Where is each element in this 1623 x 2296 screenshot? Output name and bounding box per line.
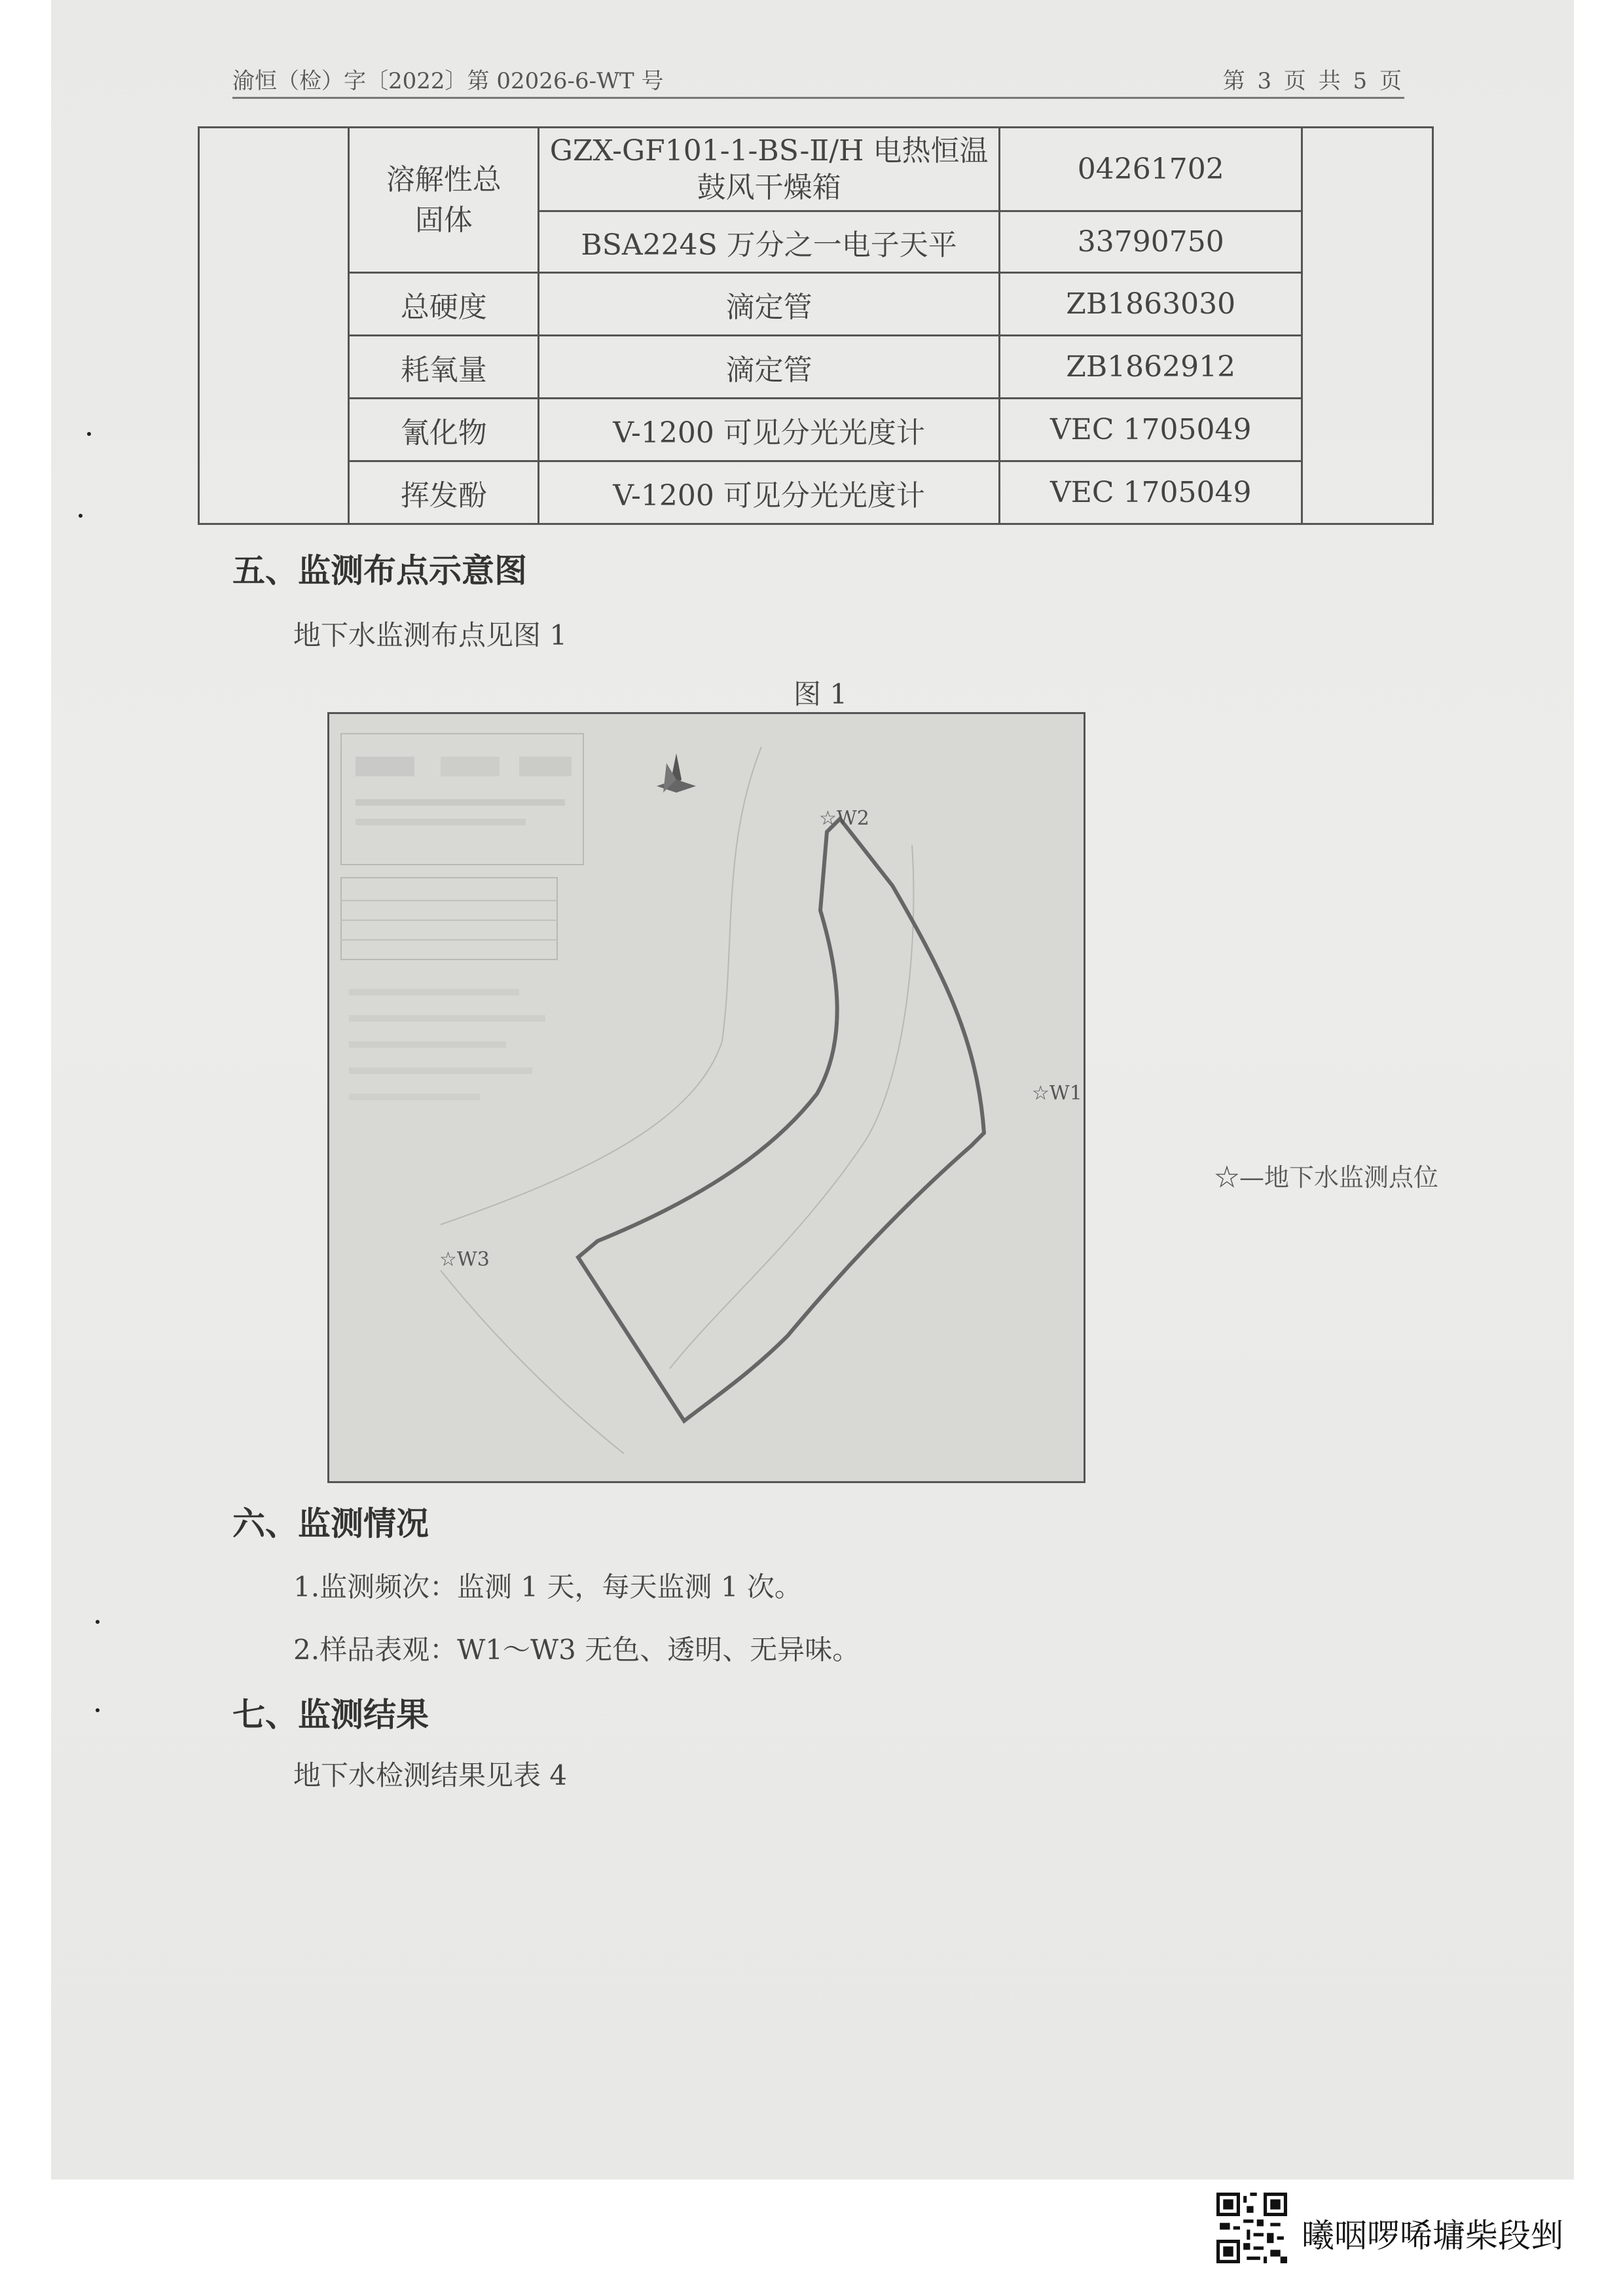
scan-speck	[79, 514, 82, 518]
item-cell: 耗氧量	[349, 336, 539, 399]
serial-cell: ZB1862912	[999, 336, 1302, 399]
item-cell: 氰化物	[349, 399, 539, 461]
item-name: 溶解性总固体	[386, 162, 501, 237]
instrument-cell: V-1200 可见分光光度计	[539, 399, 1000, 461]
item-cell	[349, 128, 539, 273]
monitoring-frequency: 1.监测频次：监测 1 天，每天监测 1 次。	[293, 1571, 802, 1603]
site-map-drawing	[329, 714, 1084, 1481]
map-legend: ☆—地下水监测点位	[1214, 1163, 1439, 1192]
footer-text: 曦咽啰唏墉柴段剉	[1302, 2217, 1563, 2255]
equipment-table	[198, 126, 1434, 525]
instrument-cell: GZX-GF101-1-BS-Ⅱ/H 电热恒温鼓风干燥箱	[539, 128, 1000, 211]
table-row	[199, 273, 1433, 336]
section7-title: 七、监测结果	[232, 1695, 429, 1734]
point-label-w3: ☆W3	[439, 1248, 490, 1271]
point-label-w2: ☆W2	[819, 807, 869, 830]
scan-speck	[96, 1708, 100, 1712]
item-cell: 挥发酚	[349, 461, 539, 524]
page-header	[232, 59, 1404, 99]
table-row	[199, 336, 1433, 399]
point-label-w1: ☆W1	[1032, 1082, 1082, 1105]
instrument-cell: V-1200 可见分光光度计	[539, 461, 1000, 524]
serial-cell: 04261702	[999, 128, 1302, 211]
blank-cell	[1302, 128, 1433, 524]
section7-text: 地下水检测结果见表 4	[293, 1759, 568, 1791]
table-row	[199, 128, 1433, 211]
serial-cell: 33790750	[999, 211, 1302, 273]
serial-cell: VEC 1705049	[999, 461, 1302, 524]
blank-cell	[199, 128, 349, 524]
qr-code-icon	[1216, 2193, 1287, 2263]
item-cell: 总硬度	[349, 273, 539, 336]
monitoring-site-map	[327, 712, 1085, 1483]
section6-title: 六、监测情况	[232, 1504, 429, 1543]
sample-appearance: 2.样品表观：W1～W3 无色、透明、无异味。	[293, 1634, 860, 1666]
serial-cell: ZB1863030	[999, 273, 1302, 336]
instrument-cell: BSA224S 万分之一电子天平	[539, 211, 1000, 273]
page-info: 第 3 页 共 5 页	[1222, 68, 1404, 94]
instrument-cell: 滴定管	[539, 336, 1000, 399]
report-number: 渝恒（检）字〔2022〕第 02026-6-WT 号	[232, 68, 664, 94]
table-row	[199, 461, 1433, 524]
instrument-cell: 滴定管	[539, 273, 1000, 336]
section5-title: 五、监测布点示意图	[232, 551, 527, 590]
section5-text: 地下水监测布点见图 1	[293, 619, 568, 651]
scan-speck	[96, 1620, 100, 1624]
figure-caption: 图 1	[793, 678, 848, 710]
scan-speck	[87, 432, 91, 436]
serial-cell: VEC 1705049	[999, 399, 1302, 461]
table-row	[199, 399, 1433, 461]
